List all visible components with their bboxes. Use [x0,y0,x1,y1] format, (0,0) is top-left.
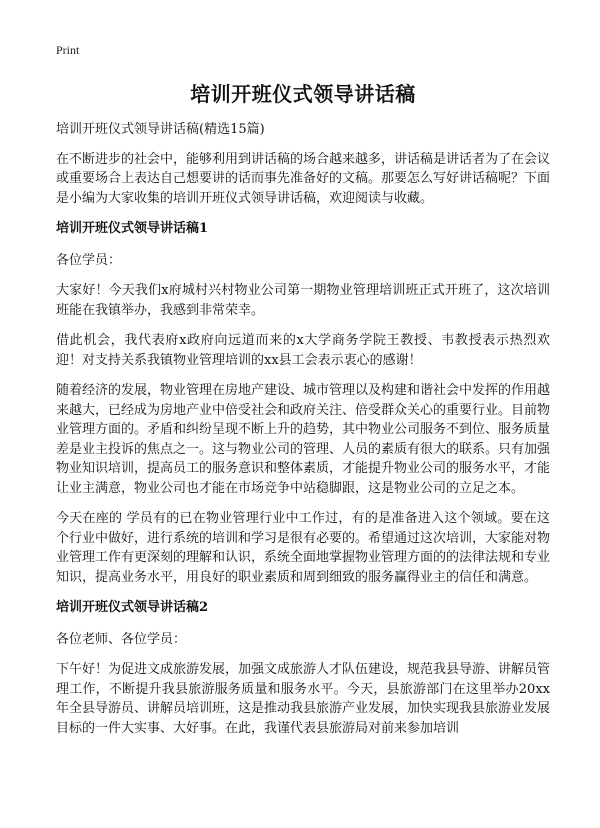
print-link[interactable]: Print [56,43,80,57]
intro-paragraph: 在不断进步的社会中，能够利用到讲话稿的场合越来越多，讲话稿是讲话者为了在会议或重要场合上表达自己想要讲的话而事先准备好的文稿。那要怎么写好讲话稿呢？下面是小编为大家收集的培训开班仪式领导讲话稿，欢迎阅读与收藏。 [56,151,551,206]
section-heading-1: 培训开班仪式领导讲话稿1 [56,221,209,236]
paragraph: 各位老师、各位学员： [56,631,187,647]
document-subtitle: 培训开班仪式领导讲话稿(精选15篇) [56,122,265,137]
section-heading-2: 培训开班仪式领导讲话稿2 [56,600,209,615]
paragraph: 各位学员： [56,252,122,268]
document-body [56,120,550,749]
paragraph: 今天在座的 学员有的已在物业管理行业中工作过，有的是准备进入这个领域。要在这个行业中做好，进行系统的培训和学习是很有必要的。希望通过这次培训，大家能对物业管理工作有更深刻的理解和认识，系统全面地掌握物业管理方面的的法律法规和专业知识，提高业务水平，用良好的职业素质和周到细致的服务赢得业主的信任和满意。 [56,511,551,585]
paragraph: 随着经济的发展，物业管理在房地产建设、城市管理以及构建和谐社会中发挥的作用越来越大，已经成为房地产业中倍受社会和政府关注、倍受群众关心的重要行业。目前物业管理方面的。矛盾和纠纷呈现不断上升的趋势，其中物业公司服务不到位、服务质量差是业主投诉的焦点之一。这与物业公司的管理、人员的素质有很大的联系。只有加强物业知识培训，提高员工的服务意识和整体素质，才能提升物业公司的服务水平，才能让业主满意，物业公司也才能在市场竞争中站稳脚跟，这是物业公司的立足之本。 [56,383,551,496]
paragraph: 下午好！为促进文成旅游发展，加强文成旅游人才队伍建设，规范我县导游、讲解员管理工作，不断提升我县旅游服务质量和服务水平。今天，县旅游部门在这里举办20xx年全县导游员、讲解员培训班，这是推动我县旅游产业发展，加快实现我县旅游业发展目标的一件大实事、大好事。在此，我谨代表县旅游局对前来参加培训 [56,662,551,736]
paragraph: 借此机会，我代表府x政府向远道而来的x大学商务学院王教授、韦教授表示热烈欢迎！对支持关系我镇物业管理培训的xx县工会表示衷心的感谢！ [56,333,550,368]
page-title: 培训开班仪式领导讲话稿 [190,82,416,106]
paragraph: 大家好！今天我们x府城村兴村物业公司第一期物业管理培训班正式开班了，这次培训班能在我镇举办，我感到非常荣幸。 [56,283,550,318]
